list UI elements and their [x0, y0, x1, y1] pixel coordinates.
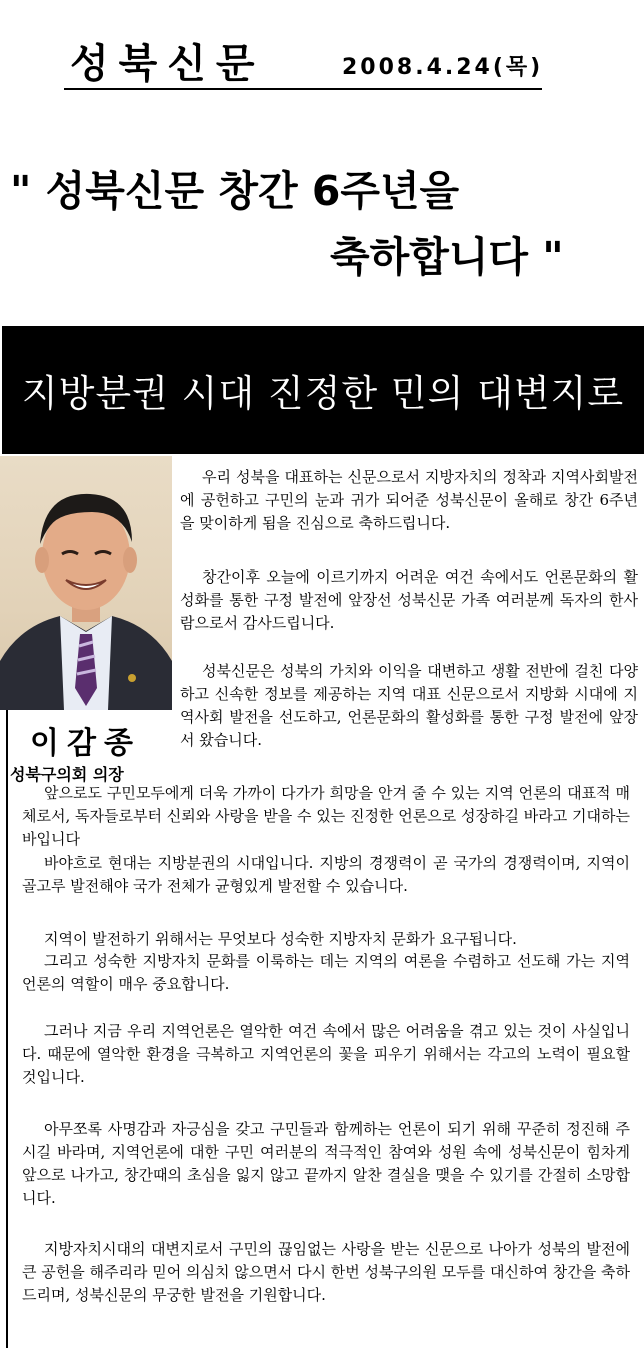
author-name: 이감종	[30, 726, 141, 761]
author-photo	[0, 456, 172, 710]
article-paragraph: 아무쪼록 사명감과 자긍심을 갖고 구민들과 함께하는 언론이 되기 위해 꾸준히 정진해 주시길 바라며, 지역언론에 대한 구민 여러분의 적극적인 참여와 성원 속에 성북신문이 힘차게 앞으로 나가고, 창간때의 초심을 잃지 않고 끝까지 알찬 결실을 맺을 수 있기를 간절히 소망합니다.	[22, 1120, 630, 1207]
article-paragraph: 바야흐로 현대는 지방분권의 시대입니다. 지방의 경쟁력이 곧 국가의 경쟁력이며, 지역이 골고루 발전해야 국가 전체가 균형있게 발전할 수 있습니다.	[22, 854, 630, 895]
headline-line-2: 축하합니다 "	[330, 233, 564, 281]
article-paragraph: 지역이 발전하기 위해서는 무엇보다 성숙한 지방자치 문화가 요구됩니다.	[44, 930, 517, 948]
article-paragraph: 그러나 지금 우리 지역언론은 열악한 여건 속에서 많은 어려움을 겪고 있는 것이 사실입니다. 때문에 열악한 환경을 극복하고 지역언론의 꽃을 피우기 위해서는 각고의 노력이 필요할 것입니다.	[22, 1022, 630, 1086]
author-portrait-illustration	[0, 456, 172, 710]
article-paragraph: 우리 성북을 대표하는 신문으로서 지방자치의 정착과 지역사회발전에 공헌하고 구민의 눈과 귀가 되어준 성북신문이 올해로 창간 6주년을 맞이하게 됨을 진심으로 축하드립니다.	[180, 468, 638, 532]
masthead-divider	[64, 88, 542, 90]
article-paragraph: 성북신문은 성북의 가치와 이익을 대변하고 생활 전반에 걸친 다양하고 신속한 정보를 제공하는 지역 대표 신문으로서 지방화 시대에 지역사회 발전을 선도하고, 언론문화의 활성화를 통한 구정 발전에 앞장서 왔습니다.	[180, 662, 638, 749]
column-divider	[6, 710, 8, 1348]
headline-line-1: " 성북신문 창간 6주년을	[10, 167, 460, 215]
article-paragraph: 앞으로도 구민모두에게 더욱 가까이 다가가 희망을 안겨 줄 수 있는 지역 언론의 대표적 매체로서, 독자들로부터 신뢰와 사랑을 받을 수 있는 진정한 언론으로 성장하길 바라고 기대하는 바입니다	[22, 784, 630, 848]
issue-date: 2008.4.24(목)	[342, 55, 544, 80]
article-title: 지방분권 시대 진정한 민의 대변지로	[21, 372, 625, 415]
article-paragraph: 그리고 성숙한 지방자치 문화를 이룩하는 데는 지역의 여론을 수렴하고 선도해 가는 지역언론의 역할이 매우 중요합니다.	[22, 952, 630, 993]
article-banner	[2, 326, 644, 454]
author-title: 성북구의회 의장	[10, 765, 124, 784]
article-paragraph: 지방자치시대의 대변지로서 구민의 끊임없는 사랑을 받는 신문으로 나아가 성북의 발전에 큰 공헌을 해주리라 믿어 의심치 않으면서 다시 한번 성북구의원 모두를 대신하여 창간을 축하드리며, 성북신문의 무궁한 발전을 기원합니다.	[22, 1240, 630, 1304]
article-paragraph: 창간이후 오늘에 이르기까지 어려운 여건 속에서도 언론문화의 활성화를 통한 구정 발전에 앞장선 성북신문 가족 여러분께 독자의 한사람으로서 감사드립니다.	[180, 568, 638, 632]
newspaper-name: 성북신문	[70, 41, 265, 87]
